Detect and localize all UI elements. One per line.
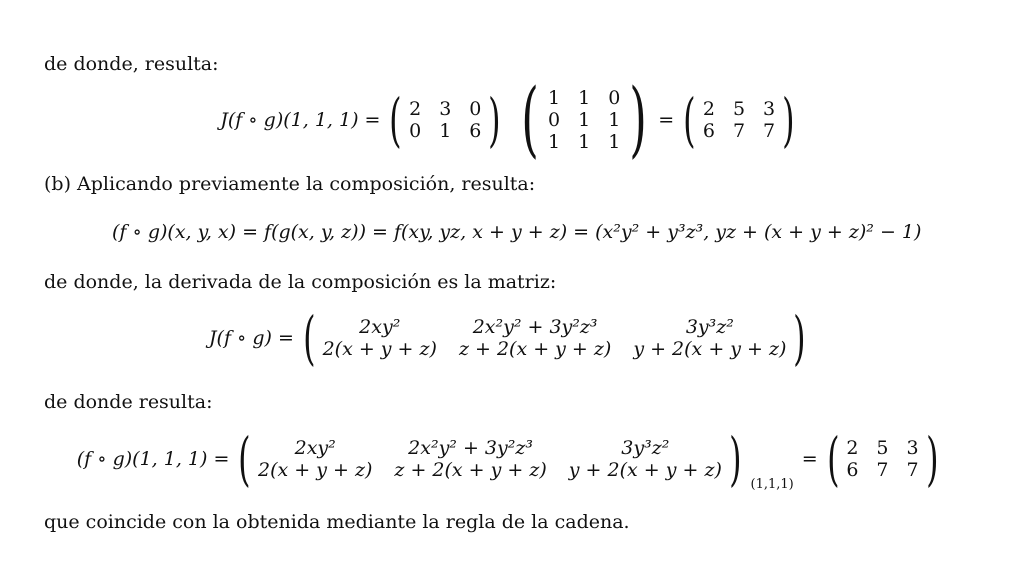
matrix-c-cell: 2 (702, 98, 715, 120)
eq3-lhs: J(f ∘ g) = (208, 327, 294, 349)
matrix-b-cell: 1 (578, 131, 591, 153)
matrix-c: ( 2 5 3 6 7 7 ) (683, 86, 795, 154)
matrix-c-cell: 7 (763, 120, 776, 142)
matrix-b-cell: 1 (548, 131, 561, 153)
matrix-a-cell: 3 (439, 98, 452, 120)
matrix-a-cell: 1 (439, 120, 452, 142)
eq1-lhs: J(f ∘ g)(1, 1, 1) = (220, 109, 381, 131)
matrix-c-cell: 3 (763, 98, 776, 120)
text-derivada-matriz: de donde, la derivada de la composición es la matriz: (44, 271, 557, 293)
matrix-jacobian: ( 2xy² 2x²y² + 3y²z³ 3y³z² 2(x + y + z) z + 2(x + y + z) y + 2(x + y + z) ) (303, 304, 806, 372)
matrix-b: ( 1 1 0 0 1 1 1 1 1 ) (521, 72, 648, 167)
matrix-c-cell: 6 (702, 120, 715, 142)
matrix-jacobian-cell: 2x²y² + 3y²z³ (472, 316, 598, 338)
matrix-b-cell: 0 (548, 109, 561, 131)
matrix-result-cell: 2 (846, 437, 859, 459)
matrix-jacobian-eval-cell: 2xy² (294, 437, 336, 459)
matrix-b-cell: 1 (608, 131, 621, 153)
text-de-donde-resulta-1: de donde, resulta: (44, 53, 219, 75)
matrix-result: ( 2 5 3 6 7 7 ) (826, 425, 939, 493)
matrix-jacobian-eval-cell: 2(x + y + z) (258, 459, 373, 481)
matrix-jacobian-cell: 2xy² (359, 316, 401, 338)
matrix-c-cell: 7 (732, 120, 746, 142)
text-part-b: (b) Aplicando previamente la composición, resulta: (44, 173, 536, 195)
matrix-jacobian-cell: z + 2(x + y + z) (458, 338, 612, 360)
eq1-equals: = (658, 109, 675, 131)
matrix-result-cell: 7 (906, 459, 919, 481)
matrix-b-cell: 1 (548, 87, 561, 109)
matrix-c-cell: 5 (732, 98, 746, 120)
matrix-b-cell: 1 (578, 87, 591, 109)
equation-jacobian-evaluated (0, 425, 1024, 493)
matrix-jacobian-eval-cell: 2x²y² + 3y²z³ (408, 437, 533, 459)
matrix-jacobian-eval-cell: y + 2(x + y + z) (568, 459, 722, 481)
eq2-text: (f ∘ g)(x, y, x) = f(g(x, y, z)) = f(xy, yz, x + y + z) = (x²y² + y³z³, yz + (x + y + z)² − 1) (112, 221, 922, 243)
matrix-result-cell: 7 (876, 459, 889, 481)
matrix-a-cell: 6 (469, 120, 482, 142)
eq4-equals: = (801, 448, 818, 470)
matrix-b-cell: 1 (608, 109, 621, 131)
eq4-lhs: (f ∘ g)(1, 1, 1) = (76, 448, 230, 470)
evaluation-point-subscript: (1,1,1) (750, 477, 794, 492)
matrix-result-cell: 3 (906, 437, 919, 459)
text-de-donde-resulta-2: de donde resulta: (44, 391, 213, 413)
equation-jacobian-product (0, 72, 1024, 167)
matrix-jacobian-cell: 3y³z² (685, 316, 734, 338)
equation-composition (112, 218, 1012, 246)
matrix-jacobian-cell: y + 2(x + y + z) (633, 338, 787, 360)
matrix-a-cell: 0 (469, 98, 482, 120)
matrix-result-cell: 6 (846, 459, 859, 481)
matrix-b-cell: 1 (578, 109, 591, 131)
matrix-a: ( 2 3 0 0 1 6 ) (389, 86, 501, 154)
text-conclusion: que coincide con la obtenida mediante la regla de la cadena. (44, 511, 630, 533)
matrix-jacobian-eval-cell: 3y³z² (621, 437, 670, 459)
matrix-a-cell: 2 (409, 98, 422, 120)
equation-jacobian-general (0, 304, 1024, 372)
matrix-jacobian-cell: 2(x + y + z) (322, 338, 437, 360)
matrix-jacobian-eval: ( 2xy² 2x²y² + 3y²z³ 3y³z² 2(x + y + z) z + 2(x + y + z) y + 2(x + y + z) ) (238, 425, 742, 493)
matrix-b-cell: 0 (608, 87, 621, 109)
matrix-jacobian-eval-cell: z + 2(x + y + z) (394, 459, 547, 481)
matrix-result-cell: 5 (876, 437, 889, 459)
matrix-a-cell: 0 (409, 120, 422, 142)
